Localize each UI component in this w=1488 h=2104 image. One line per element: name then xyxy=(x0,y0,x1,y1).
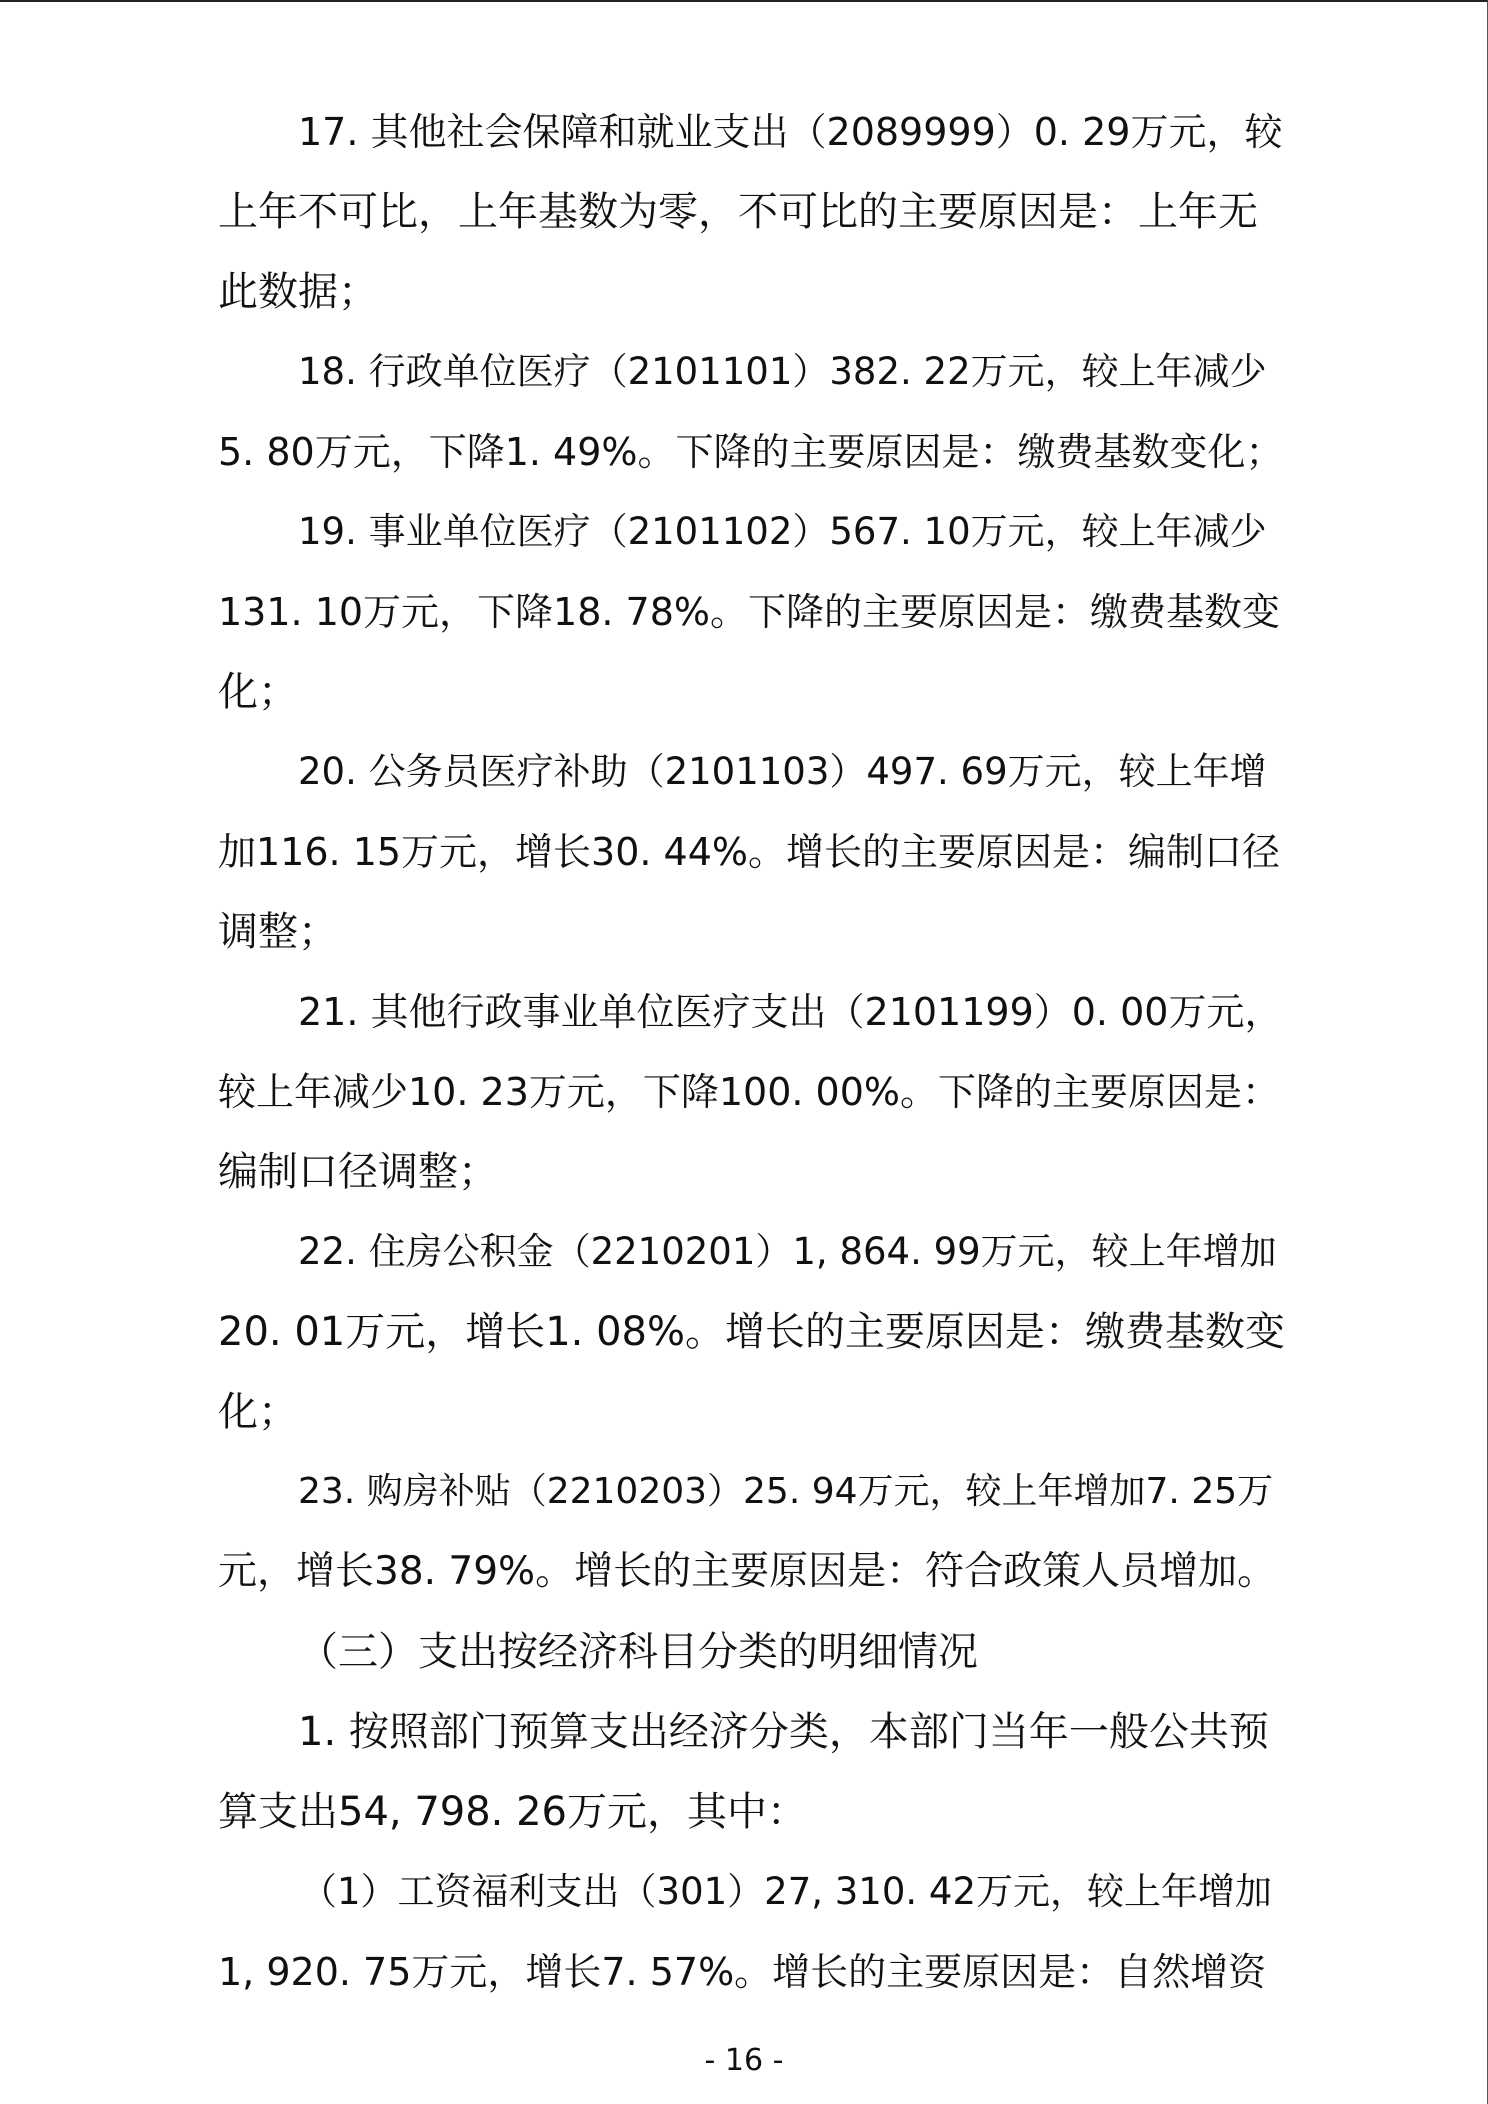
text-line: 此数据； xyxy=(218,269,378,315)
text-line: 上年不可比，上年基数为零，不可比的主要原因是：上年无 xyxy=(218,189,1258,235)
text-line: 元，增长38. 79%。增长的主要原因是：符合政策人员增加。 xyxy=(218,1549,1277,1594)
text-line: 131. 10万元，下降18. 78%。下降的主要原因是：缴费基数变 xyxy=(218,590,1281,634)
text-line: 22. 住房公积金（2210201）1, 864. 99万元，较上年增加 xyxy=(298,1230,1277,1273)
text-line: 19. 事业单位医疗（2101102）567. 10万元，较上年减少 xyxy=(298,510,1267,553)
text-line: 化； xyxy=(218,1389,298,1435)
page-number: - 16 - xyxy=(704,2043,784,2078)
text-line: 算支出54, 798. 26万元，其中： xyxy=(218,1789,808,1835)
text-line: 1. 按照部门预算支出经济分类，本部门当年一般公共预 xyxy=(298,1709,1269,1755)
text-line: 化； xyxy=(218,669,298,715)
text-line: 加116. 15万元，增长30. 44%。增长的主要原因是：编制口径 xyxy=(218,830,1281,874)
text-line: 1, 920. 75万元，增长7. 57%。增长的主要原因是：自然增资 xyxy=(218,1950,1267,1994)
text-line: 编制口径调整； xyxy=(218,1149,498,1195)
text-line: 5. 80万元，下降1. 49%。下降的主要原因是：缴费基数变化； xyxy=(218,430,1284,474)
text-line: （1）工资福利支出（301）27, 310. 42万元，较上年增加 xyxy=(300,1870,1272,1913)
text-line: 较上年减少10. 23万元，下降100. 00%。下降的主要原因是： xyxy=(218,1070,1281,1114)
text-line: 20. 公务员医疗补助（2101103）497. 69万元，较上年增 xyxy=(298,750,1267,793)
text-line: 调整； xyxy=(218,909,338,955)
text-line: 20. 01万元，增长1. 08%。增长的主要原因是：缴费基数变 xyxy=(218,1309,1286,1355)
text-line: 17. 其他社会保障和就业支出（2089999）0. 29万元，较 xyxy=(298,110,1283,154)
section-heading: （三）支出按经济科目分类的明细情况 xyxy=(298,1629,978,1675)
text-line: 21. 其他行政事业单位医疗支出（2101199）0. 00万元， xyxy=(298,990,1283,1034)
text-line: 18. 行政单位医疗（2101101）382. 22万元，较上年减少 xyxy=(298,350,1267,393)
text-line: 23. 购房补贴（2210203）25. 94万元，较上年增加7. 25万 xyxy=(298,1471,1274,1512)
